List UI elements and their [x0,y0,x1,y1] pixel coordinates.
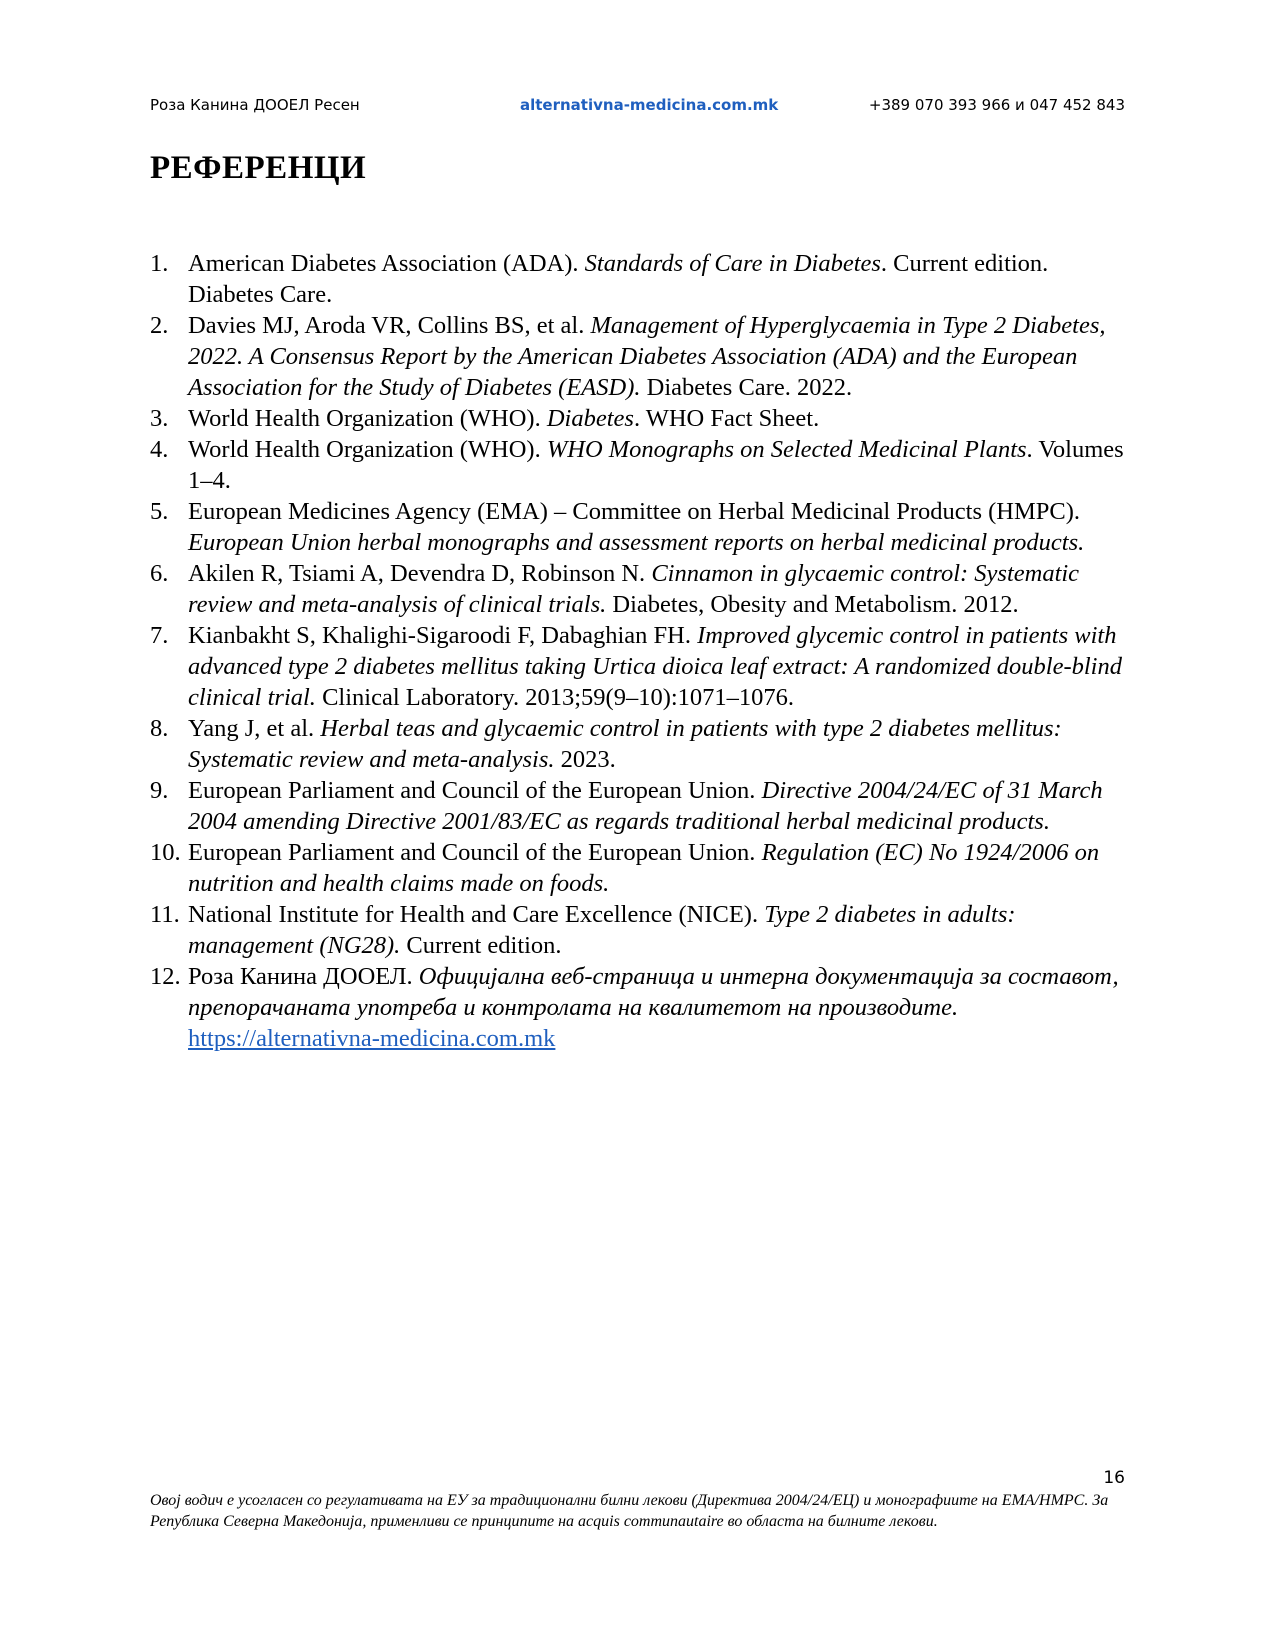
reference-title: Diabetes [546,405,634,432]
reference-number: 7. [150,622,169,649]
reference-source: Diabetes Care. 2022. [640,374,853,401]
reference-source: . WHO Fact Sheet. [633,405,820,432]
reference-number: 4. [150,436,169,463]
reference-title: Directive 2004/24/EC of 31 March 2004 amending Directive 2001/83/EC as regards traditional herbal medicinal products. [188,777,1103,835]
reference-title: Официјална веб-страница и интерна документација за составот, препорачаната употреба и контролата на квалитетот на производите. [188,963,1119,1021]
reference-item [150,775,1135,837]
reference-authors: Yang J, et al. [188,715,321,742]
reference-number: 12. [150,963,181,990]
reference-number: 11. [150,901,180,928]
reference-item [150,899,1135,961]
reference-item [150,434,1135,496]
reference-authors: European Parliament and Council of the European Union. [188,777,762,804]
reference-authors: Kianbakht S, Khalighi-Sigaroodi F, Dabaghian FH. [188,622,698,649]
reference-title: Management of Hyperglycaemia in Type 2 Diabetes, 2022. A Consensus Report by the American Diabetes Association (ADA) and the European Association for the Study of Diabetes (EASD). [188,312,1106,401]
reference-url-link[interactable]: https://alternativna-medicina.com.mk [188,1025,556,1052]
reference-item [150,713,1135,775]
reference-authors: American Diabetes Association (ADA). [188,250,585,277]
reference-number: 3. [150,405,169,432]
reference-title: Type 2 diabetes in adults: management (NG28). [188,901,1016,959]
reference-authors: World Health Organization (WHO). [188,405,547,432]
reference-number: 10. [150,839,181,866]
reference-authors: World Health Organization (WHO). [188,436,547,463]
reference-item [150,558,1135,620]
reference-authors: Davies MJ, Aroda VR, Collins BS, et al. [188,312,591,339]
reference-title: European Union herbal monographs and assessment reports on herbal medicinal products. [188,529,1085,556]
reference-authors: Akilen R, Tsiami A, Devendra D, Robinson N. [188,560,652,587]
phone-numbers: +389 070 393 966 и 047 452 843 [868,96,1125,114]
reference-source: . Volumes 1–4. [188,436,1124,494]
reference-authors: National Institute for Health and Care Excellence (NICE). [188,901,765,928]
reference-title: Herbal teas and glycaemic control in patients with type 2 diabetes mellitus: Systematic review and meta-analysis. [188,715,1062,773]
reference-authors: European Parliament and Council of the European Union. [188,839,762,866]
reference-source: Clinical Laboratory. 2013;59(9–10):1071–1076. [315,684,795,711]
reference-item [150,403,1135,434]
reference-source: Diabetes, Obesity and Metabolism. 2012. [606,591,1019,618]
reference-authors: Роза Канина ДООЕЛ. [188,963,419,990]
reference-list [150,248,1135,1054]
reference-title: Improved glycemic control in patients with advanced type 2 diabetes mellitus taking Urtica dioica leaf extract: A randomized double-blind clinical trial. [188,622,1122,711]
page-title: РЕФЕРЕНЦИ [150,150,367,186]
reference-item [150,620,1135,713]
reference-item [150,310,1135,403]
reference-item [150,961,1135,1054]
page-header [150,96,1125,120]
reference-number: 5. [150,498,169,525]
reference-number: 6. [150,560,169,587]
reference-title: Cinnamon in glycaemic control: Systematic review and meta-analysis of clinical trials. [188,560,1080,618]
reference-item [150,496,1135,558]
website-link[interactable]: alternativna-medicina.com.mk [520,96,779,114]
reference-title: WHO Monographs on Selected Medicinal Plants [546,436,1027,463]
reference-number: 9. [150,777,169,804]
footer-note: Овој водич е усогласен со регулативата на ЕУ за традиционални билни лекови (Директива 2004/24/ЕЦ) и монографиите на EMA/HMPC. За Република Северна Македонија, применливи се принципите на acquis communautaire во областа на билните лекови. [150,1492,1109,1530]
reference-source: Current edition. [400,932,562,959]
reference-authors: European Medicines Agency (EMA) – Committee on Herbal Medicinal Products (HMPC). [188,498,1081,525]
reference-title: Regulation (EC) No 1924/2006 on nutrition and health claims made on foods. [188,839,1100,897]
company-name: Роза Канина ДООЕЛ Ресен [150,96,360,114]
reference-source: . Current edition. Diabetes Care. [188,250,1049,308]
page-number: 16 [1103,1468,1125,1488]
reference-number: 1. [150,250,169,277]
reference-source: 2023. [554,746,616,773]
reference-item [150,837,1135,899]
reference-item [150,248,1135,310]
reference-title: Standards of Care in Diabetes [584,250,881,277]
reference-number: 8. [150,715,169,742]
reference-number: 2. [150,312,169,339]
